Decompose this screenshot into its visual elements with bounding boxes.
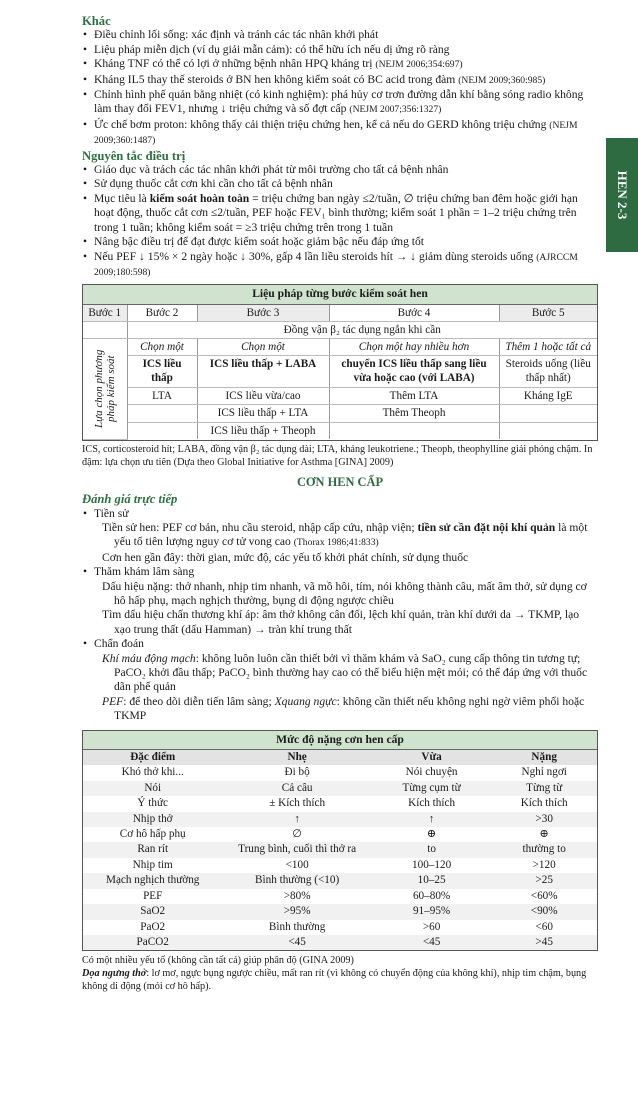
exam-paragraph: Tìm dấu hiệu chấn thương khí áp: âm thở không cân đối, lệch khí quản, tràn khí dưới da → TKMP, lạo xạo trung thất (dấu Hamman) → tràn khí trung thất xyxy=(102,608,580,636)
table-row xyxy=(83,873,597,888)
table-cell: Từng cụm từ xyxy=(372,781,492,796)
table-cell: Khó thở khi... xyxy=(121,766,184,779)
table-cell: <45 xyxy=(372,935,492,950)
step-table-title: Liệu pháp từng bước kiểm soát hen xyxy=(83,285,597,304)
table-row xyxy=(83,920,597,935)
section-nguyen-tac-title: Nguyên tắc điều trị xyxy=(82,148,186,163)
table-cell: ∅ xyxy=(292,828,302,841)
table-cell: Từng từ xyxy=(491,781,597,796)
severity-note: Có một nhiều yếu tố (không cần tất cả) giúp phân độ (GINA 2009) xyxy=(82,955,354,967)
table-cell: Trung bình, cuối thì thở ra xyxy=(222,842,371,857)
table-cell: ± Kích thích xyxy=(269,797,326,810)
table-cell: ⊕ xyxy=(426,828,437,841)
severity-table-body xyxy=(83,750,597,950)
table-cell: Steroids uống (liều thấp nhất) xyxy=(499,356,597,388)
table-cell: >45 xyxy=(491,935,597,950)
table-cell: ↑ xyxy=(372,812,492,827)
severity-note-apnea: Dọa ngưng thở: lơ mơ, ngực bụng ngược chiều, mất ran rít (vì không có chuyển động của không khí), nhịp tim chậm, bụng không di động (mỏi cơ hô hấp). xyxy=(82,968,587,993)
table-cell: Nói xyxy=(83,781,222,796)
preferred-option: ICS liều thấp xyxy=(127,356,197,388)
table-cell: LTA xyxy=(127,387,197,404)
section-khac-title: Khác xyxy=(82,14,111,28)
side-tab xyxy=(606,138,638,252)
step-3: Bước 3 xyxy=(197,305,329,322)
table-cell: Kích thích xyxy=(520,797,568,810)
acute-assessment-list xyxy=(82,507,598,521)
table-cell: Cơ hô hấp phụ xyxy=(119,828,186,841)
list-item: • Giáo dục và trách các tác nhân khởi phát từ môi trường cho tất cả bệnh nhân xyxy=(82,163,598,177)
page-content xyxy=(82,14,598,993)
table-cell: Nói chuyện xyxy=(405,766,458,779)
list-item: • Mục tiêu là kiểm soát hoàn toàn = triệu chứng ban ngày ≤2/tuần, ∅ triệu chứng ban đêm hoặc giới hạn hoạt động, thuốc cắt cơn ≤2/tuần, PEF hoặc FEV₁ bình thường; kiểm soát 1 phần = 1–2 triệu chứng trên trong 1 tuần; không kiểm soát = ≥3 triệu chứng trên trong 1 tuần xyxy=(82,192,598,235)
list-item: • Thăm khám lâm sàng xyxy=(82,565,598,579)
table-cell: Ý thức xyxy=(137,797,169,810)
diagnosis-paragraph: Khí máu động mạch: không luôn luôn cần thiết bởi vì thăm khám và SaO₂ cung cấp thông tin tương tự; PaCO₂ khởi đầu thấp; PaCO₂ bình thường hay cao có thể biểu hiện mệt mỏi; có thể đáp ứng với thuốc dãn phế quản xyxy=(102,651,588,694)
list-item: • Tiền sử xyxy=(82,507,598,521)
table-cell: PEF xyxy=(143,889,163,902)
step-1: Bước 1 xyxy=(83,305,127,322)
table-cell: PaCO2 xyxy=(83,935,222,950)
table-cell: 10–25 xyxy=(372,873,492,888)
step-5: Bước 5 xyxy=(499,305,597,322)
table-cell: Kháng IgE xyxy=(499,387,597,404)
section-con-hen-cap-title: CƠN HEN CẤP xyxy=(296,474,384,489)
table-cell: Thêm LTA xyxy=(329,387,499,404)
severity-table xyxy=(82,730,598,952)
choice-header: Thêm 1 hoặc tất cả xyxy=(499,338,597,355)
choice-header: Chọn một xyxy=(197,338,329,355)
nguyen-tac-list xyxy=(82,163,598,280)
table-cell: Bình thường xyxy=(268,920,326,933)
table-cell: <90% xyxy=(491,904,597,919)
choice-header: Chọn một xyxy=(127,338,197,355)
table-cell: Ran rít xyxy=(83,842,222,857)
table-row xyxy=(83,796,597,811)
table-row xyxy=(83,812,597,827)
table-cell: >80% xyxy=(283,889,311,902)
step-2: Bước 2 xyxy=(127,305,197,322)
list-item: • Sử dụng thuốc cắt cơn khi cần cho tất cả bệnh nhân xyxy=(82,177,598,191)
table-row xyxy=(83,935,597,950)
history-paragraph: Cơn hen gần đây: thời gian, mức độ, các yếu tố khởi phát chính, sử dụng thuốc xyxy=(102,550,469,564)
table-cell: to xyxy=(372,842,492,857)
list-item: • Nâng bậc điều trị để đạt được kiểm soát hoặc giảm bậc nếu đáp ứng tốt xyxy=(82,235,598,249)
list-item: • Ức chế bơm proton: không thấy cải thiện triệu chứng hen, kể cả nếu do GERD không triệu chứng (NEJM 2009;360:1487) xyxy=(82,118,598,149)
table-cell: >120 xyxy=(532,858,556,871)
table-cell: Cả câu xyxy=(222,781,371,796)
preferred-option: chuyển ICS liều thấp sang liều vừa hoặc cao (với LABA) xyxy=(329,356,499,388)
table-cell: 100–120 xyxy=(412,858,452,871)
preferred-option: ICS liều thấp + LABA xyxy=(197,356,329,388)
table-row xyxy=(83,842,597,857)
choice-header: Chọn một hay nhiều hơn xyxy=(329,338,499,355)
list-item: • Kháng IL5 thay thế steroids ở BN hen không kiểm soát có BC acid trong đàm (NEJM 2009;360:985) xyxy=(82,73,598,88)
list-item: • Điều chỉnh lối sống: xác định và tránh các tác nhân khởi phát xyxy=(82,28,598,42)
list-item: • Chỉnh hình phế quản bằng nhiệt (có kinh nghiệm): phá hủy cơ trơn đường dẫn khí bằng sóng radio không làm thay đổi FEV1, nhưng ↓ triệu chứng và số đợt cấp (NEJM 2007;356:1327) xyxy=(82,88,598,118)
table-cell: Thêm Theoph xyxy=(329,405,499,422)
list-item: • Nếu PEF ↓ 15% × 2 ngày hoặc ↓ 30%, gấp 4 lần liều steroids hít → ↓ giảm dùng steroids uống (AJRCCM 2009;180:598) xyxy=(82,250,598,281)
table-cell: PaO2 xyxy=(140,920,166,933)
step-therapy-table xyxy=(82,284,598,440)
table-cell: Nhịp thở xyxy=(83,812,222,827)
table-cell: thường to xyxy=(491,842,597,857)
step-table-body xyxy=(83,305,597,440)
diagnosis-paragraph: PEF: để theo dõi diễn tiến lâm sàng; Xquang ngực: không cần thiết nếu không nghi ngờ viêm phổi hoặc TKMP xyxy=(102,694,585,723)
table-cell: >95% xyxy=(222,904,371,919)
table-cell: Đi bộ xyxy=(284,766,310,779)
table-cell: <60% xyxy=(530,889,558,902)
table-cell: Mạch nghịch thường xyxy=(83,873,222,888)
table-cell: ICS liều vừa/cao xyxy=(197,387,329,404)
step-4: Bước 4 xyxy=(329,305,499,322)
khac-list xyxy=(82,28,598,148)
table-cell: >60 xyxy=(422,920,441,933)
danh-gia-title: Đánh giá trực tiếp xyxy=(82,492,178,507)
table-cell: Kích thích xyxy=(408,797,456,810)
table-cell: ↑ xyxy=(222,812,371,827)
table-row xyxy=(83,889,597,904)
table-cell: Nhịp tim xyxy=(132,858,173,871)
severity-table-title: Mức độ nặng cơn hen cấp xyxy=(83,731,597,750)
saba-row: Đồng vận β₂ tác dụng ngắn khi cần xyxy=(127,321,597,338)
table-cell: <45 xyxy=(222,935,371,950)
table-cell: <100 xyxy=(285,858,309,871)
table-cell: ⊕ xyxy=(539,828,549,841)
table-header-row: Đặc điểm Nhẹ Vừa Nặng xyxy=(83,750,597,765)
table-row xyxy=(83,904,597,919)
table-cell: Bình thường (<10) xyxy=(222,873,371,888)
history-paragraph: Tiền sử hen: PEF cơ bản, nhu cầu steroid, nhập cấp cứu, nhập viện; tiền sử cần đặt nội khí quản là một yếu tố tiên lượng nguy cơ tử vong cao (Thorax 1986;41:833) xyxy=(102,520,588,549)
table-cell: ICS liều thấp + LTA xyxy=(197,405,329,422)
table-cell: 60–80% xyxy=(412,889,451,902)
list-item: • Liệu pháp miễn dịch (ví dụ giải mẫn cảm): có thể hữu ích nếu dị ứng rõ ràng xyxy=(82,43,598,57)
exam-paragraph: Dấu hiệu nặng: thở nhanh, nhịp tim nhanh, vã mồ hôi, tím, nói không thành câu, mất âm thở, sử dụng cơ hô hấp phụ, mạch nghịch thường, bụng di động ngược chiều xyxy=(102,579,587,607)
list-item: • Kháng TNF có thể có lợi ở những bệnh nhân HPQ kháng trị (NEJM 2006;354:697) xyxy=(82,57,598,72)
table-cell: <60 xyxy=(535,920,553,933)
table-row xyxy=(83,858,597,873)
table-row xyxy=(83,781,597,796)
table-cell: SaO2 xyxy=(83,904,222,919)
side-tab-label: HEN 2-3 xyxy=(615,170,630,220)
step-table-footnote: ICS, corticosteroid hít; LABA, đồng vận β₂ tác dụng dài; LTA, kháng leukotriene.; Theoph, theophylline giải phóng chậm. In đậm: lựa chọn ưu tiên (Dựa theo Global Initiative for Asthma [GINA] 2009) xyxy=(82,443,593,468)
table-row xyxy=(83,827,597,842)
table-cell: Nghỉ ngơi xyxy=(521,766,567,779)
table-cell: >30 xyxy=(491,812,597,827)
list-item: • Chẩn đoán xyxy=(82,637,598,651)
table-cell: ICS liều thấp + Theoph xyxy=(197,422,329,439)
controller-side-label: Lựa chọn phương pháp kiểm soát xyxy=(92,349,117,428)
table-row xyxy=(83,765,597,780)
controller-side-label-cell xyxy=(83,338,127,439)
table-cell: 91–95% xyxy=(372,904,492,919)
table-cell: >25 xyxy=(491,873,597,888)
